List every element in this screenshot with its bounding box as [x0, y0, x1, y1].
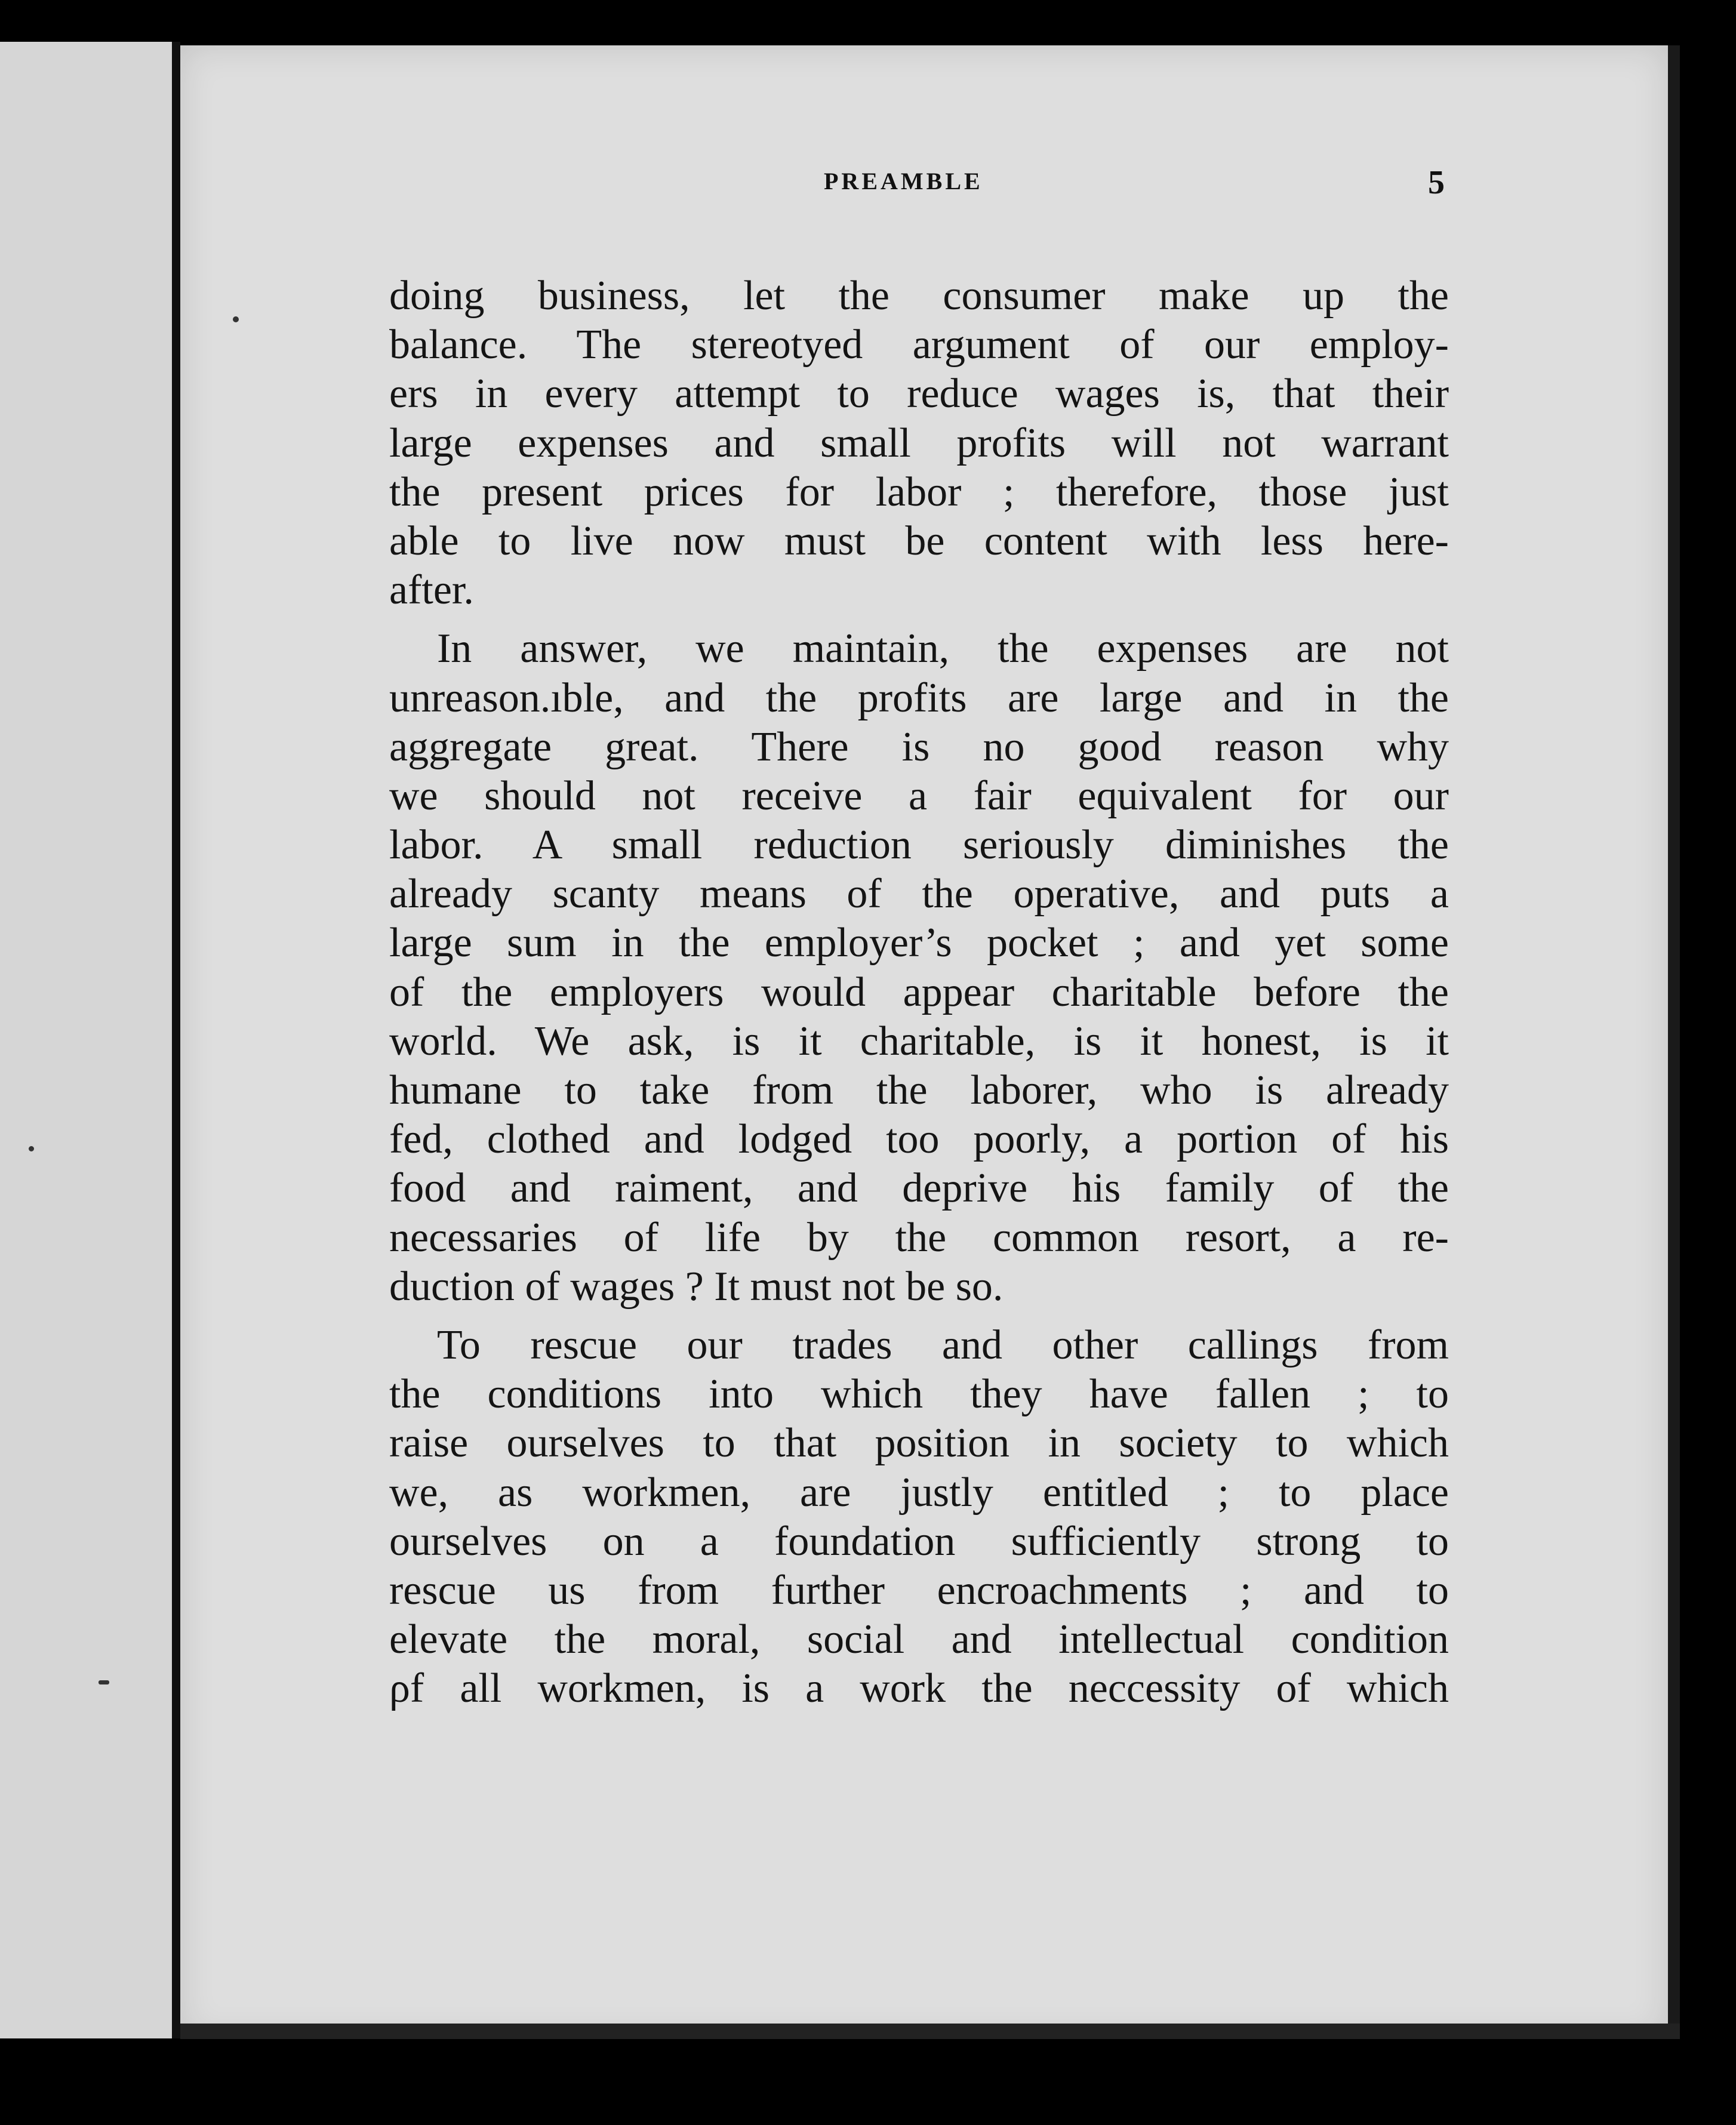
text-line: raise ourselves to that position in society to which [389, 1420, 1449, 1467]
text-line: ρf all workmen, is a work the neccessity of which [389, 1665, 1449, 1712]
text-line: the present prices for labor ; therefore, those just [389, 469, 1449, 515]
page-number: 5 [1428, 164, 1445, 201]
page-edge-right [1668, 45, 1680, 2039]
facing-page-edge [0, 42, 177, 2038]
paragraph-gap [389, 615, 1449, 624]
text-line: able to live now must be content with less here- [389, 518, 1449, 564]
running-head: PREAMBLE [824, 168, 983, 195]
scan-speck [29, 1146, 34, 1151]
text-line: doing business, let the consumer make up the [389, 273, 1449, 319]
text-line: aggregate great. There is no good reason why [389, 723, 1449, 770]
text-line: we should not receive a fair equivalent for our [389, 772, 1449, 819]
text-line: the conditions into which they have fallen ; to [389, 1371, 1449, 1418]
binding-gutter [172, 42, 180, 2038]
text-line: large expenses and small profits will not warrant [389, 420, 1449, 466]
text-line: labor. A small reduction seriously diminishes the [389, 822, 1449, 869]
text-line: humane to take from the laborer, who is already [389, 1067, 1449, 1113]
page-header [197, 164, 1445, 209]
body-text [389, 272, 1449, 1713]
text-line: after. [389, 567, 474, 614]
text-line: elevate the moral, social and intellectual condition [389, 1616, 1449, 1663]
paragraph [389, 624, 1449, 1311]
scan-speck [99, 1680, 109, 1684]
text-line: unreason.ıble, and the profits are large and in the [389, 675, 1449, 721]
text-line: ourselves on a foundation sufficiently strong to [389, 1518, 1449, 1565]
text-line: world. We ask, is it charitable, is it honest, is it [389, 1018, 1449, 1064]
text-line: balance. The stereotyed argument of our employ- [389, 322, 1449, 368]
text-line: rescue us from further encroachments ; and to [389, 1567, 1449, 1613]
paragraph-gap [389, 1311, 1449, 1321]
text-line: large sum in the employer’s pocket ; and yet some [389, 920, 1449, 966]
paragraph [389, 1321, 1449, 1714]
page-edge-bottom [180, 2024, 1680, 2039]
text-line: duction of wages ? It must not be so. [389, 1263, 1004, 1310]
text-line: of the employers would appear charitable before the [389, 969, 1449, 1015]
paragraph [389, 272, 1449, 615]
text-line: we, as workmen, are justly entitled ; to place [389, 1469, 1449, 1516]
text-line: already scanty means of the operative, and puts a [389, 871, 1449, 917]
text-line: In answer, we maintain, the expenses are not [437, 626, 1449, 672]
text-line: necessaries of life by the common resort, a re- [389, 1214, 1449, 1261]
text-line: To rescue our trades and other callings from [437, 1322, 1449, 1368]
text-line: ers in every attempt to reduce wages is, that their [389, 371, 1449, 417]
text-line: food and raiment, and deprive his family of the [389, 1165, 1449, 1212]
scan-speck [233, 316, 239, 322]
text-line: fed, clothed and lodged too poorly, a portion of his [389, 1116, 1449, 1163]
